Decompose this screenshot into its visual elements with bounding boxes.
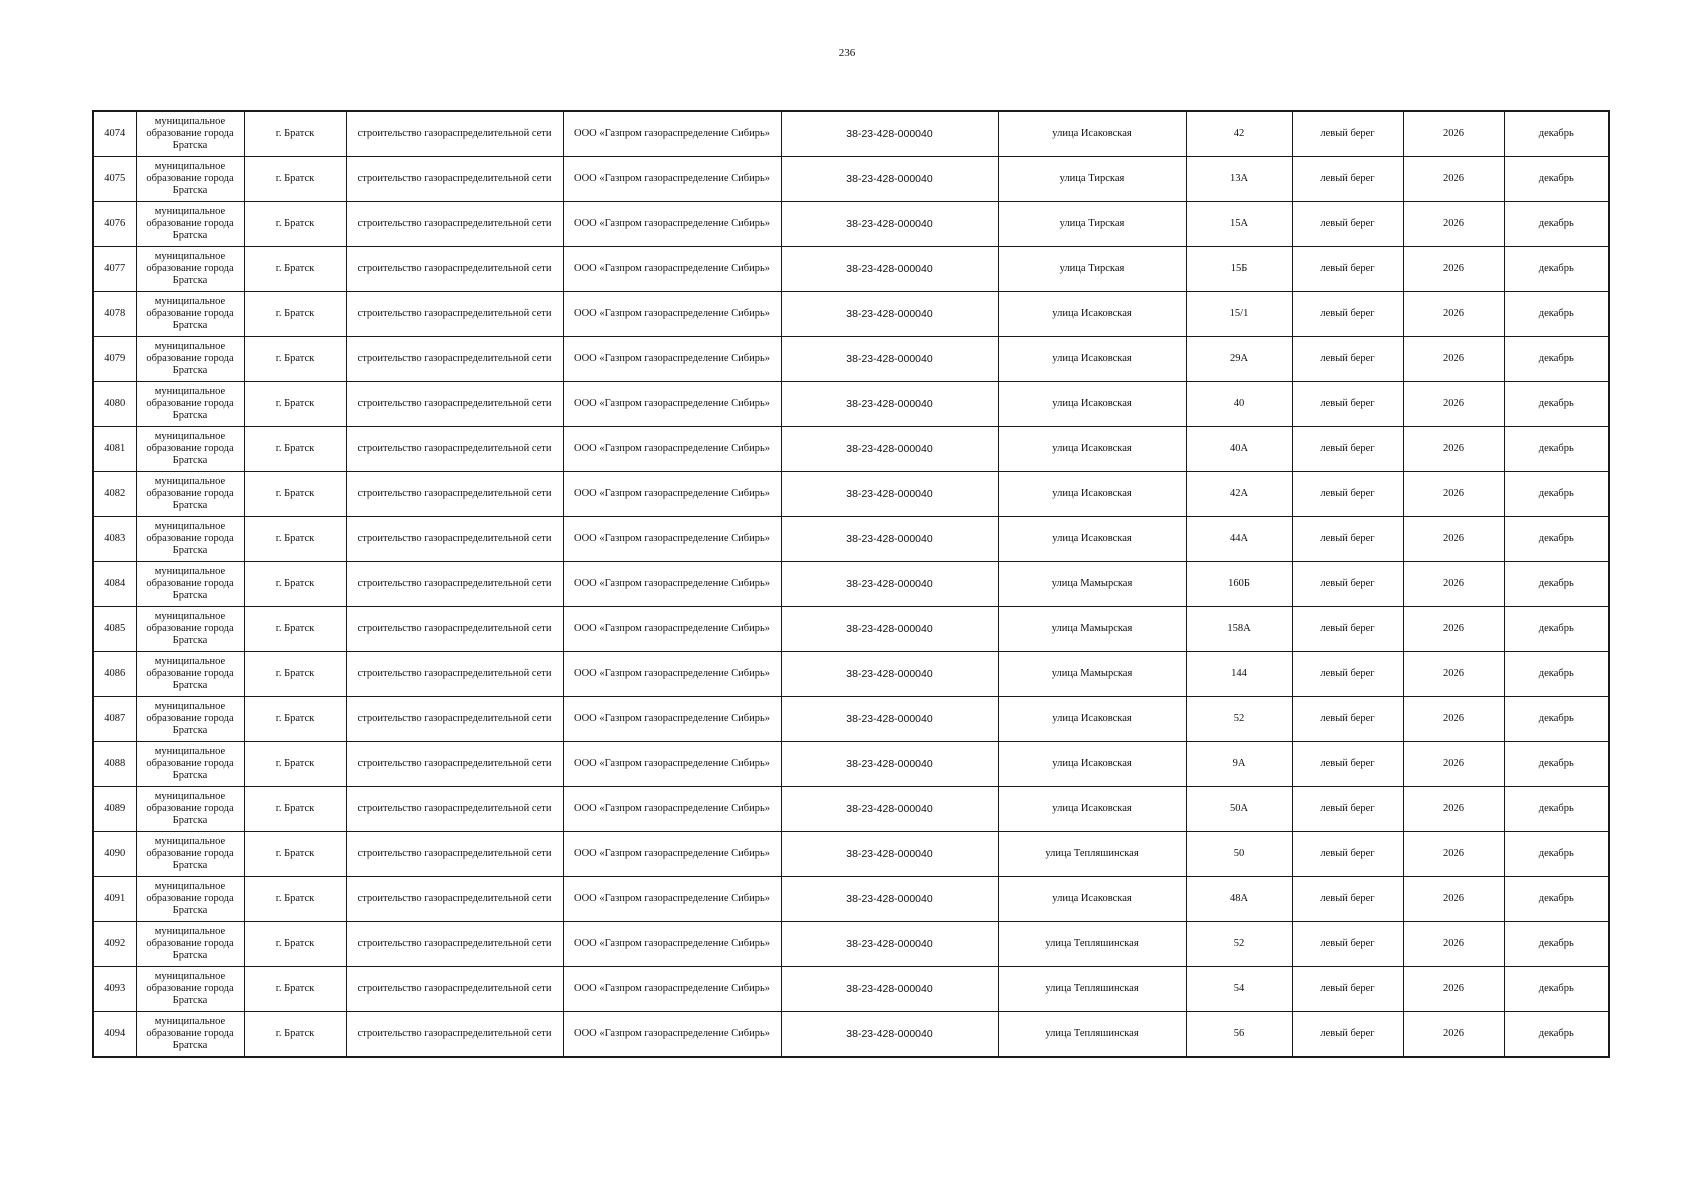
city-cell: г. Братск (244, 652, 346, 697)
city-cell: г. Братск (244, 697, 346, 742)
object-code-cell: 38-23-428-000040 (781, 562, 998, 607)
district-cell: левый берег (1292, 247, 1403, 292)
row-number-cell: 4084 (93, 562, 136, 607)
row-number-cell: 4092 (93, 922, 136, 967)
street-cell: улица Тирская (998, 247, 1186, 292)
year-cell: 2026 (1403, 787, 1504, 832)
district-cell: левый берег (1292, 202, 1403, 247)
row-number-cell: 4094 (93, 1012, 136, 1058)
row-number-cell: 4085 (93, 607, 136, 652)
district-cell: левый берег (1292, 337, 1403, 382)
month-cell: декабрь (1504, 1012, 1609, 1058)
work-type-cell: строительство газораспределительной сети (346, 292, 563, 337)
house-number-cell: 56 (1186, 1012, 1292, 1058)
house-number-cell: 42А (1186, 472, 1292, 517)
municipality-cell: муниципальное образование города Братска (136, 337, 244, 382)
house-number-cell: 42 (1186, 111, 1292, 157)
row-number-cell: 4088 (93, 742, 136, 787)
row-number-cell: 4076 (93, 202, 136, 247)
house-number-cell: 29А (1186, 337, 1292, 382)
object-code-cell: 38-23-428-000040 (781, 1012, 998, 1058)
year-cell: 2026 (1403, 877, 1504, 922)
year-cell: 2026 (1403, 832, 1504, 877)
city-cell: г. Братск (244, 111, 346, 157)
district-cell: левый берег (1292, 787, 1403, 832)
work-type-cell: строительство газораспределительной сети (346, 202, 563, 247)
year-cell: 2026 (1403, 292, 1504, 337)
city-cell: г. Братск (244, 202, 346, 247)
district-cell: левый берег (1292, 157, 1403, 202)
table-row (93, 877, 1609, 922)
year-cell: 2026 (1403, 742, 1504, 787)
district-cell: левый берег (1292, 111, 1403, 157)
municipality-cell: муниципальное образование города Братска (136, 247, 244, 292)
object-code-cell: 38-23-428-000040 (781, 337, 998, 382)
row-number-cell: 4086 (93, 652, 136, 697)
municipality-cell: муниципальное образование города Братска (136, 652, 244, 697)
month-cell: декабрь (1504, 607, 1609, 652)
table-row (93, 1012, 1609, 1058)
organization-cell: ООО «Газпром газораспределение Сибирь» (563, 742, 781, 787)
month-cell: декабрь (1504, 832, 1609, 877)
organization-cell: ООО «Газпром газораспределение Сибирь» (563, 652, 781, 697)
row-number-cell: 4090 (93, 832, 136, 877)
object-code-cell: 38-23-428-000040 (781, 742, 998, 787)
street-cell: улица Тепляшинская (998, 922, 1186, 967)
house-number-cell: 50 (1186, 832, 1292, 877)
organization-cell: ООО «Газпром газораспределение Сибирь» (563, 382, 781, 427)
street-cell: улица Исаковская (998, 877, 1186, 922)
municipality-cell: муниципальное образование города Братска (136, 607, 244, 652)
district-cell: левый берег (1292, 472, 1403, 517)
work-type-cell: строительство газораспределительной сети (346, 337, 563, 382)
year-cell: 2026 (1403, 652, 1504, 697)
house-number-cell: 144 (1186, 652, 1292, 697)
city-cell: г. Братск (244, 1012, 346, 1058)
work-type-cell: строительство газораспределительной сети (346, 111, 563, 157)
object-code-cell: 38-23-428-000040 (781, 967, 998, 1012)
district-cell: левый берег (1292, 292, 1403, 337)
object-code-cell: 38-23-428-000040 (781, 787, 998, 832)
municipality-cell: муниципальное образование города Братска (136, 832, 244, 877)
year-cell: 2026 (1403, 111, 1504, 157)
district-cell: левый берег (1292, 922, 1403, 967)
organization-cell: ООО «Газпром газораспределение Сибирь» (563, 292, 781, 337)
table-row (93, 607, 1609, 652)
object-code-cell: 38-23-428-000040 (781, 832, 998, 877)
street-cell: улица Тепляшинская (998, 832, 1186, 877)
district-cell: левый берег (1292, 1012, 1403, 1058)
work-type-cell: строительство газораспределительной сети (346, 697, 563, 742)
month-cell: декабрь (1504, 202, 1609, 247)
district-cell: левый берег (1292, 607, 1403, 652)
street-cell: улица Мамырская (998, 562, 1186, 607)
work-type-cell: строительство газораспределительной сети (346, 382, 563, 427)
organization-cell: ООО «Газпром газораспределение Сибирь» (563, 247, 781, 292)
street-cell: улица Исаковская (998, 337, 1186, 382)
work-type-cell: строительство газораспределительной сети (346, 247, 563, 292)
month-cell: декабрь (1504, 247, 1609, 292)
street-cell: улица Исаковская (998, 292, 1186, 337)
house-number-cell: 160Б (1186, 562, 1292, 607)
year-cell: 2026 (1403, 157, 1504, 202)
month-cell: декабрь (1504, 157, 1609, 202)
work-type-cell: строительство газораспределительной сети (346, 157, 563, 202)
organization-cell: ООО «Газпром газораспределение Сибирь» (563, 337, 781, 382)
street-cell: улица Исаковская (998, 427, 1186, 472)
work-type-cell: строительство газораспределительной сети (346, 607, 563, 652)
row-number-cell: 4078 (93, 292, 136, 337)
month-cell: декабрь (1504, 427, 1609, 472)
work-type-cell: строительство газораспределительной сети (346, 787, 563, 832)
district-cell: левый берег (1292, 877, 1403, 922)
object-code-cell: 38-23-428-000040 (781, 111, 998, 157)
month-cell: декабрь (1504, 111, 1609, 157)
house-number-cell: 40А (1186, 427, 1292, 472)
street-cell: улица Исаковская (998, 382, 1186, 427)
table-row (93, 922, 1609, 967)
city-cell: г. Братск (244, 607, 346, 652)
year-cell: 2026 (1403, 247, 1504, 292)
organization-cell: ООО «Газпром газораспределение Сибирь» (563, 922, 781, 967)
work-type-cell: строительство газораспределительной сети (346, 427, 563, 472)
year-cell: 2026 (1403, 472, 1504, 517)
row-number-cell: 4077 (93, 247, 136, 292)
city-cell: г. Братск (244, 832, 346, 877)
organization-cell: ООО «Газпром газораспределение Сибирь» (563, 202, 781, 247)
street-cell: улица Исаковская (998, 472, 1186, 517)
object-code-cell: 38-23-428-000040 (781, 877, 998, 922)
organization-cell: ООО «Газпром газораспределение Сибирь» (563, 472, 781, 517)
street-cell: улица Тирская (998, 157, 1186, 202)
table-row (93, 832, 1609, 877)
month-cell: декабрь (1504, 922, 1609, 967)
year-cell: 2026 (1403, 202, 1504, 247)
table-row (93, 157, 1609, 202)
municipality-cell: муниципальное образование города Братска (136, 472, 244, 517)
house-number-cell: 54 (1186, 967, 1292, 1012)
table-row (93, 742, 1609, 787)
street-cell: улица Тирская (998, 202, 1186, 247)
municipality-cell: муниципальное образование города Братска (136, 202, 244, 247)
month-cell: декабрь (1504, 472, 1609, 517)
object-code-cell: 38-23-428-000040 (781, 607, 998, 652)
work-type-cell: строительство газораспределительной сети (346, 562, 563, 607)
city-cell: г. Братск (244, 157, 346, 202)
table-row (93, 787, 1609, 832)
page-number: 236 (838, 47, 856, 59)
month-cell: декабрь (1504, 742, 1609, 787)
month-cell: декабрь (1504, 517, 1609, 562)
object-code-cell: 38-23-428-000040 (781, 202, 998, 247)
municipality-cell: муниципальное образование города Братска (136, 562, 244, 607)
year-cell: 2026 (1403, 562, 1504, 607)
object-code-cell: 38-23-428-000040 (781, 247, 998, 292)
table-row (93, 111, 1609, 157)
street-cell: улица Тепляшинская (998, 1012, 1186, 1058)
organization-cell: ООО «Газпром газораспределение Сибирь» (563, 787, 781, 832)
district-cell: левый берег (1292, 742, 1403, 787)
work-type-cell: строительство газораспределительной сети (346, 877, 563, 922)
district-cell: левый берег (1292, 832, 1403, 877)
street-cell: улица Исаковская (998, 697, 1186, 742)
municipality-cell: муниципальное образование города Братска (136, 517, 244, 562)
object-code-cell: 38-23-428-000040 (781, 382, 998, 427)
house-number-cell: 13А (1186, 157, 1292, 202)
row-number-cell: 4074 (93, 111, 136, 157)
municipality-cell: муниципальное образование города Братска (136, 292, 244, 337)
street-cell: улица Исаковская (998, 742, 1186, 787)
work-type-cell: строительство газораспределительной сети (346, 1012, 563, 1058)
row-number-cell: 4091 (93, 877, 136, 922)
municipality-cell: муниципальное образование города Братска (136, 787, 244, 832)
work-type-cell: строительство газораспределительной сети (346, 742, 563, 787)
district-cell: левый берег (1292, 967, 1403, 1012)
work-type-cell: строительство газораспределительной сети (346, 517, 563, 562)
organization-cell: ООО «Газпром газораспределение Сибирь» (563, 427, 781, 472)
row-number-cell: 4093 (93, 967, 136, 1012)
house-number-cell: 15А (1186, 202, 1292, 247)
table-body (93, 111, 1609, 1057)
house-number-cell: 50А (1186, 787, 1292, 832)
municipality-cell: муниципальное образование города Братска (136, 427, 244, 472)
work-type-cell: строительство газораспределительной сети (346, 472, 563, 517)
city-cell: г. Братск (244, 562, 346, 607)
row-number-cell: 4082 (93, 472, 136, 517)
month-cell: декабрь (1504, 877, 1609, 922)
city-cell: г. Братск (244, 787, 346, 832)
house-number-cell: 158А (1186, 607, 1292, 652)
district-cell: левый берег (1292, 427, 1403, 472)
city-cell: г. Братск (244, 742, 346, 787)
row-number-cell: 4083 (93, 517, 136, 562)
year-cell: 2026 (1403, 427, 1504, 472)
organization-cell: ООО «Газпром газораспределение Сибирь» (563, 1012, 781, 1058)
city-cell: г. Братск (244, 382, 346, 427)
house-number-cell: 52 (1186, 922, 1292, 967)
row-number-cell: 4089 (93, 787, 136, 832)
organization-cell: ООО «Газпром газораспределение Сибирь» (563, 517, 781, 562)
district-cell: левый берег (1292, 382, 1403, 427)
table-row (93, 292, 1609, 337)
organization-cell: ООО «Газпром газораспределение Сибирь» (563, 967, 781, 1012)
table-row (93, 697, 1609, 742)
municipality-cell: муниципальное образование города Братска (136, 742, 244, 787)
house-number-cell: 40 (1186, 382, 1292, 427)
municipality-cell: муниципальное образование города Братска (136, 1012, 244, 1058)
district-cell: левый берег (1292, 652, 1403, 697)
municipality-cell: муниципальное образование города Братска (136, 697, 244, 742)
month-cell: декабрь (1504, 562, 1609, 607)
organization-cell: ООО «Газпром газораспределение Сибирь» (563, 832, 781, 877)
table-row (93, 472, 1609, 517)
month-cell: декабрь (1504, 382, 1609, 427)
municipality-cell: муниципальное образование города Братска (136, 111, 244, 157)
city-cell: г. Братск (244, 427, 346, 472)
city-cell: г. Братск (244, 247, 346, 292)
house-number-cell: 44А (1186, 517, 1292, 562)
object-code-cell: 38-23-428-000040 (781, 517, 998, 562)
object-code-cell: 38-23-428-000040 (781, 427, 998, 472)
object-code-cell: 38-23-428-000040 (781, 922, 998, 967)
year-cell: 2026 (1403, 697, 1504, 742)
row-number-cell: 4081 (93, 427, 136, 472)
registry-table (92, 110, 1610, 1058)
district-cell: левый берег (1292, 517, 1403, 562)
month-cell: декабрь (1504, 787, 1609, 832)
city-cell: г. Братск (244, 967, 346, 1012)
house-number-cell: 9А (1186, 742, 1292, 787)
district-cell: левый берег (1292, 697, 1403, 742)
work-type-cell: строительство газораспределительной сети (346, 922, 563, 967)
year-cell: 2026 (1403, 517, 1504, 562)
year-cell: 2026 (1403, 337, 1504, 382)
street-cell: улица Исаковская (998, 517, 1186, 562)
house-number-cell: 48А (1186, 877, 1292, 922)
house-number-cell: 15Б (1186, 247, 1292, 292)
work-type-cell: строительство газораспределительной сети (346, 652, 563, 697)
table-row (93, 382, 1609, 427)
work-type-cell: строительство газораспределительной сети (346, 832, 563, 877)
municipality-cell: муниципальное образование города Братска (136, 967, 244, 1012)
month-cell: декабрь (1504, 967, 1609, 1012)
table-row (93, 427, 1609, 472)
month-cell: декабрь (1504, 337, 1609, 382)
month-cell: декабрь (1504, 697, 1609, 742)
table-row (93, 562, 1609, 607)
table-row (93, 202, 1609, 247)
city-cell: г. Братск (244, 337, 346, 382)
organization-cell: ООО «Газпром газораспределение Сибирь» (563, 157, 781, 202)
street-cell: улица Исаковская (998, 111, 1186, 157)
object-code-cell: 38-23-428-000040 (781, 292, 998, 337)
street-cell: улица Мамырская (998, 652, 1186, 697)
organization-cell: ООО «Газпром газораспределение Сибирь» (563, 562, 781, 607)
city-cell: г. Братск (244, 472, 346, 517)
street-cell: улица Мамырская (998, 607, 1186, 652)
table-row (93, 517, 1609, 562)
month-cell: декабрь (1504, 292, 1609, 337)
table-row (93, 652, 1609, 697)
month-cell: декабрь (1504, 652, 1609, 697)
year-cell: 2026 (1403, 922, 1504, 967)
city-cell: г. Братск (244, 922, 346, 967)
object-code-cell: 38-23-428-000040 (781, 472, 998, 517)
object-code-cell: 38-23-428-000040 (781, 157, 998, 202)
street-cell: улица Исаковская (998, 787, 1186, 832)
house-number-cell: 52 (1186, 697, 1292, 742)
year-cell: 2026 (1403, 1012, 1504, 1058)
city-cell: г. Братск (244, 292, 346, 337)
district-cell: левый берег (1292, 562, 1403, 607)
municipality-cell: муниципальное образование города Братска (136, 382, 244, 427)
street-cell: улица Тепляшинская (998, 967, 1186, 1012)
row-number-cell: 4080 (93, 382, 136, 427)
year-cell: 2026 (1403, 382, 1504, 427)
row-number-cell: 4075 (93, 157, 136, 202)
city-cell: г. Братск (244, 517, 346, 562)
table-row (93, 337, 1609, 382)
year-cell: 2026 (1403, 607, 1504, 652)
work-type-cell: строительство газораспределительной сети (346, 967, 563, 1012)
table-row (93, 247, 1609, 292)
object-code-cell: 38-23-428-000040 (781, 697, 998, 742)
organization-cell: ООО «Газпром газораспределение Сибирь» (563, 877, 781, 922)
organization-cell: ООО «Газпром газораспределение Сибирь» (563, 111, 781, 157)
row-number-cell: 4079 (93, 337, 136, 382)
house-number-cell: 15/1 (1186, 292, 1292, 337)
organization-cell: ООО «Газпром газораспределение Сибирь» (563, 607, 781, 652)
object-code-cell: 38-23-428-000040 (781, 652, 998, 697)
year-cell: 2026 (1403, 967, 1504, 1012)
municipality-cell: муниципальное образование города Братска (136, 877, 244, 922)
row-number-cell: 4087 (93, 697, 136, 742)
table-row (93, 967, 1609, 1012)
municipality-cell: муниципальное образование города Братска (136, 922, 244, 967)
city-cell: г. Братск (244, 877, 346, 922)
municipality-cell: муниципальное образование города Братска (136, 157, 244, 202)
organization-cell: ООО «Газпром газораспределение Сибирь» (563, 697, 781, 742)
